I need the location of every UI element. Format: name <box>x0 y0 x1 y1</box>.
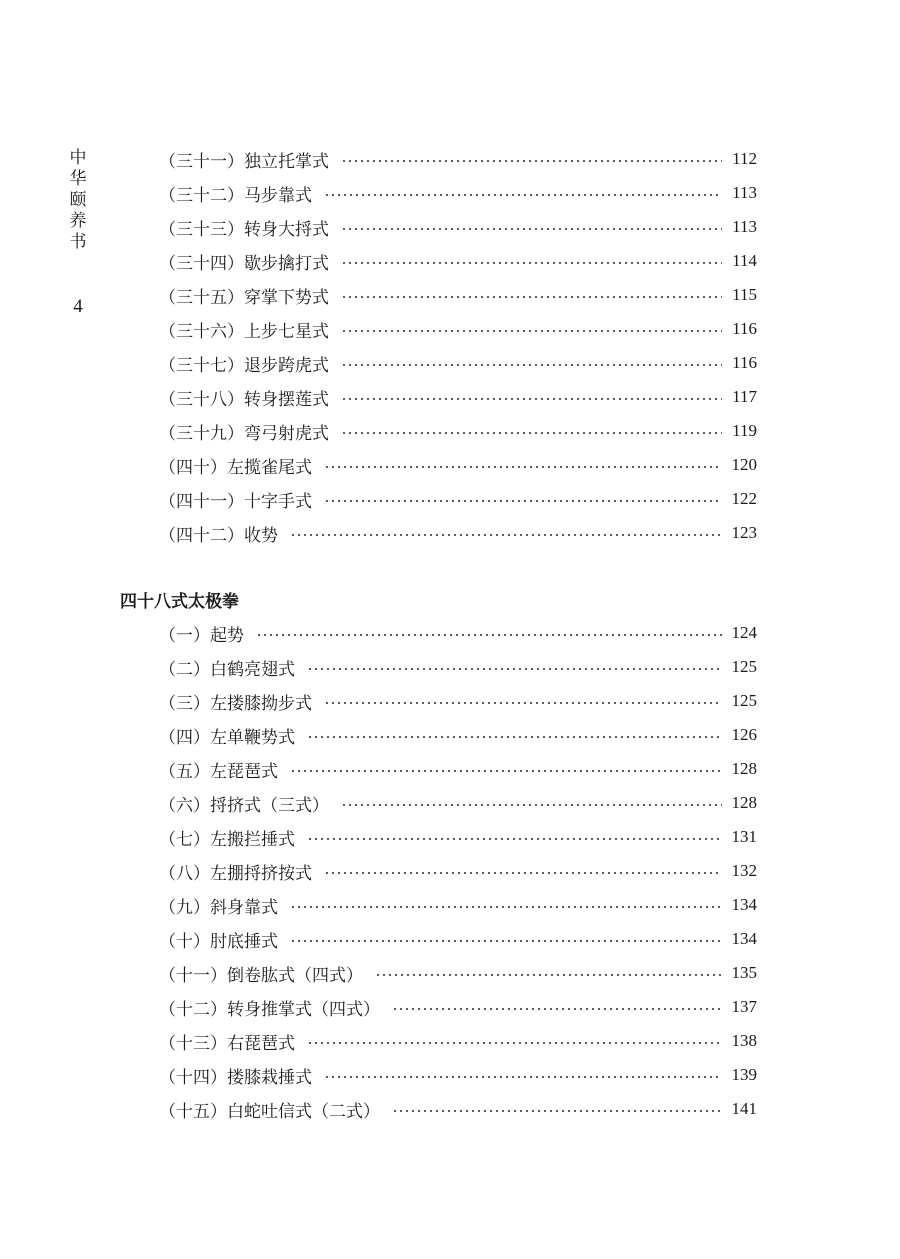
toc-entry-page: 113 <box>732 183 757 202</box>
toc-entry-label: （三十九）弯弓射虎式 <box>159 423 329 444</box>
toc-entry-label: （十五）白蛇吐信式（二式） <box>159 1101 380 1122</box>
toc-entry-label: （七）左搬拦捶式 <box>159 829 295 850</box>
toc-entry-label: （二）白鹤亮翅式 <box>159 659 295 680</box>
toc-entry-label: （十三）右琵琶式 <box>159 1033 295 1054</box>
toc-entry-page: 128 <box>731 793 757 812</box>
toc-entry-label: （三十七）退步跨虎式 <box>159 355 329 376</box>
toc-entry[interactable] <box>159 858 757 884</box>
toc-entry-label: （六）捋挤式（三式） <box>159 795 329 816</box>
dot-leader <box>290 770 722 772</box>
toc-entry[interactable] <box>159 960 757 986</box>
toc-entry[interactable] <box>159 248 757 274</box>
toc-entry-page: 141 <box>731 1099 757 1118</box>
toc-entry-page: 128 <box>731 759 757 778</box>
toc-entry[interactable] <box>159 1062 757 1088</box>
toc-entry[interactable] <box>159 418 757 444</box>
page-number: 4 <box>73 296 83 317</box>
dot-leader <box>290 940 722 942</box>
toc-entry[interactable] <box>159 790 757 816</box>
toc-entry-page: 120 <box>731 455 757 474</box>
toc-entry-label: （三十一）独立托掌式 <box>159 151 329 172</box>
toc-entry-page: 117 <box>732 387 757 406</box>
dot-leader <box>341 804 722 806</box>
toc-entry-page: 116 <box>732 353 757 372</box>
dot-leader <box>341 432 722 434</box>
dot-leader <box>341 364 722 366</box>
toc-entry-page: 114 <box>732 251 757 270</box>
toc-entry-page: 125 <box>731 657 757 676</box>
toc-entry-page: 113 <box>732 217 757 236</box>
toc-entry-page: 116 <box>732 319 757 338</box>
toc-entry-label: （十一）倒卷肱式（四式） <box>159 965 363 986</box>
toc-entry[interactable] <box>159 722 757 748</box>
toc-entry-page: 134 <box>731 929 757 948</box>
dot-leader <box>341 262 722 264</box>
dot-leader <box>324 872 722 874</box>
dot-leader <box>307 1042 722 1044</box>
toc-entry-page: 131 <box>731 827 757 846</box>
toc-entry-label: （十四）搂膝栽捶式 <box>159 1067 312 1088</box>
toc-entry-page: 135 <box>731 963 757 982</box>
toc-entry-page: 134 <box>731 895 757 914</box>
dot-leader <box>341 228 722 230</box>
toc-entry-label: （一）起势 <box>159 625 244 646</box>
toc-entry-page: 138 <box>731 1031 757 1050</box>
toc-entry[interactable] <box>159 892 757 918</box>
toc-entry-label: （四十二）收势 <box>159 525 278 546</box>
toc-entry-label: （三十五）穿掌下势式 <box>159 287 329 308</box>
toc-entry-page: 132 <box>731 861 757 880</box>
toc-entry-label: （四）左单鞭势式 <box>159 727 295 748</box>
dot-leader <box>341 398 722 400</box>
toc-entry-label: （十）肘底捶式 <box>159 931 278 952</box>
toc-entry[interactable] <box>159 350 757 376</box>
toc-entry-page: 124 <box>731 623 757 642</box>
toc-entry[interactable] <box>159 1096 757 1122</box>
dot-leader <box>392 1110 722 1112</box>
toc-entry[interactable] <box>159 688 757 714</box>
toc-entry[interactable] <box>159 926 757 952</box>
dot-leader <box>307 736 722 738</box>
series-title-char: 中 <box>69 148 87 168</box>
toc-entry-label: （三十八）转身摆莲式 <box>159 389 329 410</box>
dot-leader <box>392 1008 722 1010</box>
toc-entry-label: （四十）左揽雀尾式 <box>159 457 312 478</box>
toc-entry[interactable] <box>159 214 757 240</box>
dot-leader <box>307 668 722 670</box>
dot-leader <box>324 194 722 196</box>
section-heading[interactable]: 四十八式太极拳 <box>120 592 239 612</box>
toc-entry-page: 137 <box>731 997 757 1016</box>
toc-entry[interactable] <box>159 1028 757 1054</box>
dot-leader <box>324 702 722 704</box>
toc-entry-label: （三）左搂膝拗步式 <box>159 693 312 714</box>
toc-entry[interactable] <box>159 520 757 546</box>
dot-leader <box>375 974 722 976</box>
toc-entry-label: （三十六）上步七星式 <box>159 321 329 342</box>
toc-entry-label: （四十一）十字手式 <box>159 491 312 512</box>
series-title-char: 养 <box>69 211 87 231</box>
series-title-char: 华 <box>69 169 87 189</box>
dot-leader <box>341 330 722 332</box>
toc-entry[interactable] <box>159 756 757 782</box>
toc-entry-page: 112 <box>732 149 757 168</box>
toc-entry-label: （九）斜身靠式 <box>159 897 278 918</box>
toc-entry[interactable] <box>159 620 757 646</box>
dot-leader <box>324 1076 722 1078</box>
toc-entry[interactable] <box>159 486 757 512</box>
book-series-title <box>66 148 90 253</box>
toc-entry-page: 122 <box>731 489 757 508</box>
toc-entry-page: 126 <box>731 725 757 744</box>
toc-entry[interactable] <box>159 180 757 206</box>
toc-entry-page: 119 <box>732 421 757 440</box>
toc-entry[interactable] <box>159 282 757 308</box>
toc-entry[interactable] <box>159 654 757 680</box>
toc-entry[interactable] <box>159 994 757 1020</box>
toc-entry-page: 123 <box>731 523 757 542</box>
dot-leader <box>290 906 722 908</box>
dot-leader <box>324 466 722 468</box>
dot-leader <box>290 534 722 536</box>
series-title-char: 颐 <box>69 190 87 210</box>
toc-entry-label: （八）左掤捋挤按式 <box>159 863 312 884</box>
toc-entry-page: 139 <box>731 1065 757 1084</box>
toc-entry-label: （三十三）转身大捋式 <box>159 219 329 240</box>
toc-entry[interactable] <box>159 146 757 172</box>
series-title-char: 书 <box>69 232 87 252</box>
toc-entry[interactable] <box>159 384 757 410</box>
toc-entry[interactable] <box>159 824 757 850</box>
toc-entry-page: 115 <box>732 285 757 304</box>
toc-entry-label: （五）左琵琶式 <box>159 761 278 782</box>
dot-leader <box>341 296 722 298</box>
toc-entry-label: （三十二）马步靠式 <box>159 185 312 206</box>
toc-entry[interactable] <box>159 452 757 478</box>
dot-leader <box>324 500 722 502</box>
toc-entry-page: 125 <box>731 691 757 710</box>
dot-leader <box>341 160 722 162</box>
toc-entry-label: （三十四）歇步擒打式 <box>159 253 329 274</box>
dot-leader <box>307 838 722 840</box>
toc-entry-label: （十二）转身推掌式（四式） <box>159 999 380 1020</box>
toc-entry[interactable] <box>159 316 757 342</box>
dot-leader <box>256 634 722 636</box>
